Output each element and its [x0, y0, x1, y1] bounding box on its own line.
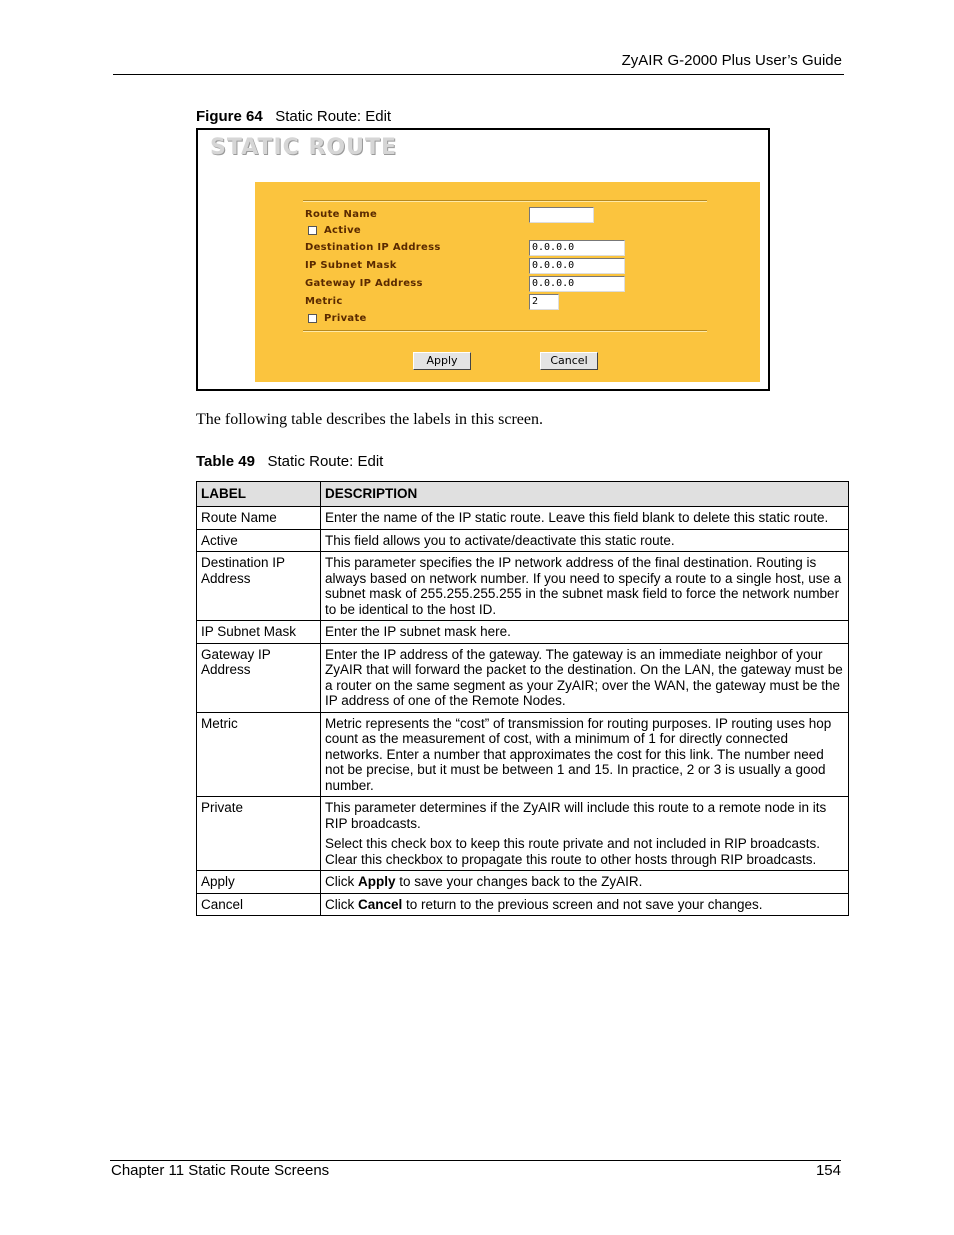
row-description: This parameter specifies the IP network address of the final destination. Routing is always based on network number. If you need to specify a route to a single host, use a subnet mask of 255.255.255.255 in the subnet mask field to force the network number to be identical to the host ID.: [321, 552, 849, 621]
description-emphasis: Apply: [358, 874, 396, 889]
row-label: Gateway IP Address: [197, 643, 321, 712]
table-row: [197, 507, 849, 530]
table-row: [197, 712, 849, 797]
metric-label: Metric: [305, 296, 343, 307]
destination-ip-label: Destination IP Address: [305, 242, 441, 253]
route-name-label: Route Name: [305, 209, 378, 220]
description-column-header: DESCRIPTION: [321, 482, 849, 507]
route-name-input[interactable]: [529, 207, 594, 223]
screen-title: STATIC ROUTE: [210, 135, 398, 160]
intro-paragraph: The following table describes the labels in this screen.: [196, 411, 544, 428]
page-number: 154: [815, 1162, 841, 1179]
row-label: IP Subnet Mask: [197, 621, 321, 644]
destination-ip-input[interactable]: 0.0.0.0: [529, 240, 625, 256]
apply-button[interactable]: Apply: [413, 352, 471, 370]
table-row: [197, 871, 849, 894]
description-text: to save your changes back to the ZyAIR.: [395, 874, 643, 889]
row-description: Enter the name of the IP static route. Leave this field blank to delete this static route.: [321, 507, 849, 530]
cancel-button[interactable]: Cancel: [540, 352, 598, 370]
subnet-mask-label: IP Subnet Mask: [305, 260, 397, 271]
table-row: [197, 529, 849, 552]
running-header: ZyAIR G-2000 Plus User’s Guide: [621, 52, 842, 69]
row-description: Enter the IP subnet mask here.: [321, 621, 849, 644]
figure-caption: [196, 108, 391, 125]
description-paragraph: This parameter determines if the ZyAIR will include this route to a remote node in its RIP broadcasts.: [325, 800, 827, 831]
description-text: to return to the previous screen and not save your changes.: [402, 896, 763, 912]
subnet-mask-input[interactable]: 0.0.0.0: [529, 258, 625, 274]
row-label: Cancel: [197, 893, 321, 916]
table-row: [197, 621, 849, 644]
row-description: [321, 797, 849, 871]
form-top-divider: [303, 200, 707, 202]
row-description: Enter the IP address of the gateway. The gateway is an immediate neighbor of your ZyAIR that will forward the packet to the destination. On the LAN, the gateway must be a router on the same segment as your ZyAIR; over the WAN, the gateway must be the IP address of one of the Remote Nodes.: [321, 643, 849, 712]
figure-screenshot: [196, 128, 770, 391]
description-text: Click: [325, 874, 358, 889]
table-row: [197, 893, 849, 916]
footer-rule: [110, 1160, 841, 1161]
table-row: [197, 797, 849, 871]
figure-number: Figure 64: [196, 108, 263, 125]
table-header-row: [197, 482, 849, 507]
label-description-table: [196, 481, 849, 916]
table-caption: [196, 453, 383, 470]
metric-input[interactable]: 2: [529, 294, 559, 310]
description-paragraph: Select this check box to keep this route private and not included in RIP broadcasts. Clear this checkbox to propagate this route to other hosts through RIP broadcasts.: [325, 836, 821, 867]
gateway-ip-label: Gateway IP Address: [305, 278, 423, 289]
row-label: Private: [197, 797, 321, 871]
table-number: Table 49: [196, 453, 255, 470]
active-label: Active: [324, 225, 361, 236]
private-label: Private: [324, 313, 367, 324]
row-label: Metric: [197, 712, 321, 797]
table-row: [197, 643, 849, 712]
description-text: Click: [325, 896, 358, 912]
figure-title: Static Route: Edit: [275, 108, 392, 125]
row-label: Active: [197, 529, 321, 552]
row-description: Metric represents the “cost” of transmission for routing purposes. IP routing uses hop count as the measurement of cost, with a minimum of 1 for directly connected networks. Enter a number that approximates the cost for this link. The number need not be precise, but it must be between 1 and 15. In practice, 2 or 3 is usually a good number.: [321, 712, 849, 797]
row-label: Apply: [197, 871, 321, 894]
table-row: [197, 552, 849, 621]
row-description: [321, 871, 849, 894]
row-label: Destination IP Address: [197, 552, 321, 621]
active-checkbox[interactable]: [308, 226, 317, 235]
header-rule: [113, 74, 844, 75]
form-bottom-divider: [303, 330, 707, 332]
row-label: Route Name: [197, 507, 321, 530]
footer-chapter: Chapter 11 Static Route Screens: [111, 1162, 330, 1179]
row-description: [321, 893, 849, 916]
table-title: Static Route: Edit: [267, 453, 384, 470]
description-emphasis: Cancel: [358, 896, 403, 912]
row-description: This field allows you to activate/deactivate this static route.: [321, 529, 849, 552]
label-column-header: LABEL: [197, 482, 321, 507]
static-route-form: [255, 182, 760, 382]
private-checkbox[interactable]: [308, 314, 317, 323]
gateway-ip-input[interactable]: 0.0.0.0: [529, 276, 625, 292]
